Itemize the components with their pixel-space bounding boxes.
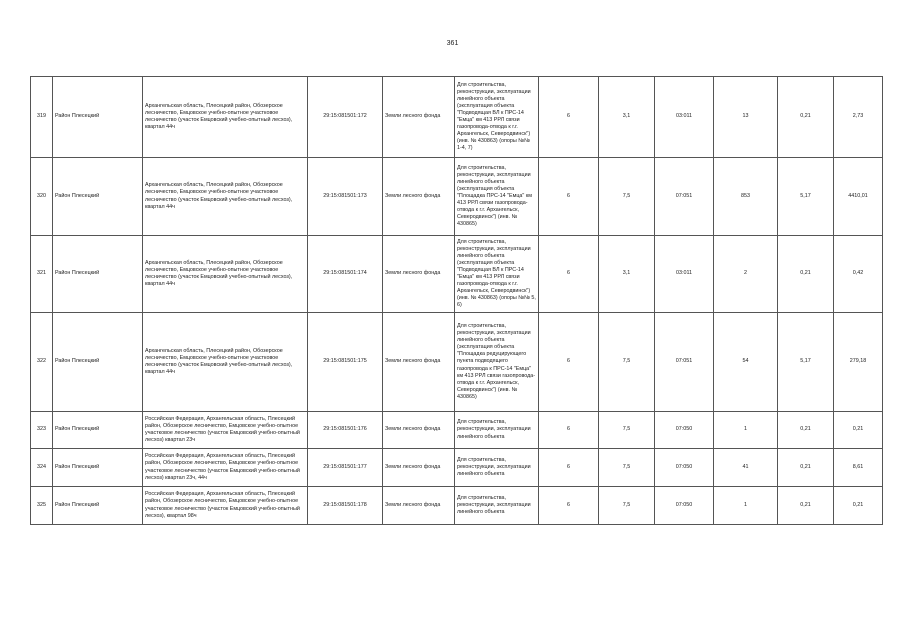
district-cell: Район Плесецкий — [53, 313, 143, 412]
value-cell: 853 — [714, 158, 778, 236]
value-cell: 0,21 — [778, 412, 834, 449]
value-cell: 07:051 — [655, 313, 714, 412]
purpose-cell: Для строительства, реконструкции, эксплуатации линейного объекта — [455, 487, 539, 525]
value-cell: 5,17 — [778, 313, 834, 412]
district-cell: Район Плесецкий — [53, 449, 143, 487]
row-number: 319 — [31, 77, 53, 158]
value-cell: 54 — [714, 313, 778, 412]
value-cell: 6 — [539, 487, 599, 525]
address-cell: Российская Федерация, Архангельская область, Плесецкий район, Обозерское лесничество, Емцовское учебно-опытное участковое лесничество (участок Емцовский учебно-опытный лесхоз) квартал 23ч, 44ч — [143, 449, 308, 487]
value-cell: 279,18 — [834, 313, 883, 412]
purpose-cell: Для строительства, реконструкции, эксплуатации линейного объекта (эксплуатация объекта "Площадка ПРС-14 "Емца" км 413 РРЛ связи газопровода-отвода к г.г. Архангельск, Северодвинск") (инв. № 430865) — [455, 158, 539, 236]
value-cell: 7,5 — [599, 158, 655, 236]
value-cell: 7,5 — [599, 449, 655, 487]
land-category-cell: Земли лесного фонда — [383, 313, 455, 412]
cadastral-number-cell: 29:15:081501:173 — [308, 158, 383, 236]
land-category-cell: Земли лесного фонда — [383, 449, 455, 487]
table-row — [31, 77, 883, 158]
table-row — [31, 412, 883, 449]
purpose-cell: Для строительства, реконструкции, эксплуатации линейного объекта — [455, 412, 539, 449]
value-cell: 6 — [539, 158, 599, 236]
address-cell: Архангельская область, Плесецкий район, Обозерское лесничество, Емцовское учебно-опытное участковое лесничество (участок Емцовский учебно-опытный лесхоз), квартал 44ч — [143, 236, 308, 313]
value-cell: 0,21 — [778, 487, 834, 525]
value-cell: 0,21 — [834, 412, 883, 449]
district-cell: Район Плесецкий — [53, 77, 143, 158]
purpose-cell: Для строительства, реконструкции, эксплуатации линейного объекта — [455, 449, 539, 487]
cadastral-number-cell: 29:15:081501:176 — [308, 412, 383, 449]
value-cell: 7,5 — [599, 313, 655, 412]
value-cell: 2,73 — [834, 77, 883, 158]
district-cell: Район Плесецкий — [53, 236, 143, 313]
cadastral-number-cell: 29:15:081501:175 — [308, 313, 383, 412]
value-cell: 07:050 — [655, 412, 714, 449]
table-row — [31, 236, 883, 313]
district-cell: Район Плесецкий — [53, 412, 143, 449]
value-cell: 6 — [539, 313, 599, 412]
cadastral-number-cell: 29:15:081501:174 — [308, 236, 383, 313]
value-cell: 41 — [714, 449, 778, 487]
table-row — [31, 158, 883, 236]
row-number: 325 — [31, 487, 53, 525]
value-cell: 3,1 — [599, 236, 655, 313]
value-cell: 2 — [714, 236, 778, 313]
value-cell: 03:011 — [655, 236, 714, 313]
row-number: 322 — [31, 313, 53, 412]
value-cell: 07:051 — [655, 158, 714, 236]
value-cell: 0,21 — [778, 236, 834, 313]
land-category-cell: Земли лесного фонда — [383, 412, 455, 449]
district-cell: Район Плесецкий — [53, 487, 143, 525]
value-cell: 0,21 — [778, 77, 834, 158]
value-cell: 6 — [539, 449, 599, 487]
value-cell: 1 — [714, 412, 778, 449]
row-number: 323 — [31, 412, 53, 449]
land-plots-table — [30, 76, 883, 525]
address-cell: Архангельская область, Плесецкий район, Обозерское лесничество, Емцовское учебно-опытное участковое лесничество (участок Емцовский учебно-опытный лесхоз), квартал 44ч — [143, 158, 308, 236]
address-cell: Архангельская область, Плесецкий район, Обозерское лесничество, Емцовское учебно-опытное участковое лесничество (участок Емцовский учебно-опытный лесхоз), квартал 44ч — [143, 313, 308, 412]
table-row — [31, 313, 883, 412]
value-cell: 6 — [539, 412, 599, 449]
value-cell: 03:011 — [655, 77, 714, 158]
value-cell: 13 — [714, 77, 778, 158]
cadastral-number-cell: 29:15:081501:172 — [308, 77, 383, 158]
value-cell: 1 — [714, 487, 778, 525]
land-category-cell: Земли лесного фонда — [383, 487, 455, 525]
value-cell: 3,1 — [599, 77, 655, 158]
cadastral-number-cell: 29:15:081501:177 — [308, 449, 383, 487]
value-cell: 6 — [539, 236, 599, 313]
table-row — [31, 449, 883, 487]
purpose-cell: Для строительства, реконструкции, эксплуатации линейного объекта (эксплуатация объекта "Площадка редуцирующего пункта подводящего газопровода к ПРС-14 "Емца" км 413 РРЛ связи газопровода-отвода к г.г. Архангельск, Северодвинск") (инв. № 430865) — [455, 313, 539, 412]
address-cell: Российская Федерация, Архангельская область, Плесецкий район, Обозерское лесничество, Емцовское учебно-опытное участковое лесничество (участок Емцовский учебно-опытный лесхоз) квартал 23ч — [143, 412, 308, 449]
row-number: 320 — [31, 158, 53, 236]
row-number: 321 — [31, 236, 53, 313]
purpose-cell: Для строительства, реконструкции, эксплуатации линейного объекта (эксплуатация объекта "Подводящая ВЛ к ПРС-14 "Емца" км 413 РРЛ связи газопровода-отвода к г.г. Архангельск, Северодвинск") (инв. № 430863) (опоры №№ 5, 6) — [455, 236, 539, 313]
value-cell: 7,5 — [599, 487, 655, 525]
district-cell: Район Плесецкий — [53, 158, 143, 236]
value-cell: 4410,01 — [834, 158, 883, 236]
value-cell: 0,21 — [778, 449, 834, 487]
cadastral-number-cell: 29:15:081501:178 — [308, 487, 383, 525]
land-category-cell: Земли лесного фонда — [383, 77, 455, 158]
value-cell: 07:050 — [655, 487, 714, 525]
value-cell: 8,61 — [834, 449, 883, 487]
value-cell: 7,5 — [599, 412, 655, 449]
page-number: 361 — [446, 40, 459, 47]
table-row — [31, 487, 883, 525]
value-cell: 0,42 — [834, 236, 883, 313]
address-cell: Архангельская область, Плесецкий район, Обозерское лесничество, Емцовское учебно-опытное участковое лесничество (участок Емцовский учебно-опытный лесхоз), квартал 44ч — [143, 77, 308, 158]
land-category-cell: Земли лесного фонда — [383, 158, 455, 236]
address-cell: Российская Федерация, Архангельская область, Плесецкий район, Обозерское лесничество, Емцовское учебно-опытное участковое лесничество (участок Емцовский учебно-опытный лесхоз), квартал 98ч — [143, 487, 308, 525]
value-cell: 5,17 — [778, 158, 834, 236]
row-number: 324 — [31, 449, 53, 487]
value-cell: 0,21 — [834, 487, 883, 525]
land-category-cell: Земли лесного фонда — [383, 236, 455, 313]
value-cell: 07:050 — [655, 449, 714, 487]
value-cell: 6 — [539, 77, 599, 158]
purpose-cell: Для строительства, реконструкции, эксплуатации линейного объекта (эксплуатация объекта "Подводящая ВЛ к ПРС-14 "Емца" км 413 РРЛ связи газопровода-отвода к г.г. Архангельск, Северодвинск") (инв. № 430863) (опоры №№ 1-4, 7) — [455, 77, 539, 158]
